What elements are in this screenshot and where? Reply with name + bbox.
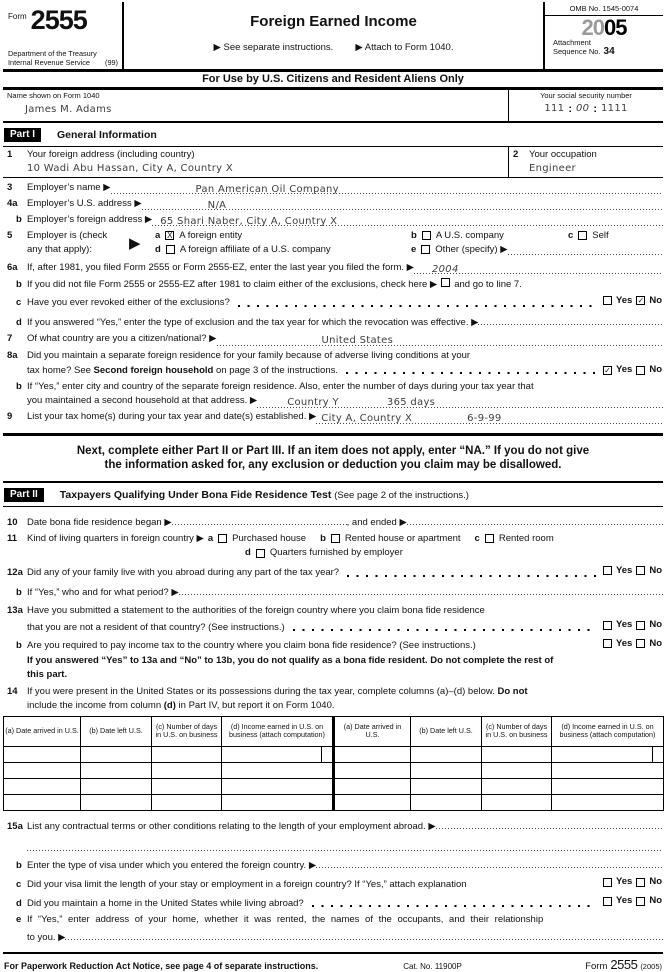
line-4a <box>3 198 663 211</box>
us-home-address-field[interactable] <box>65 928 663 940</box>
line-9 <box>3 411 663 424</box>
employer-foreign-address-value: 65 Shari Naber, City A, Country X <box>160 215 338 227</box>
line15a-label: List any contractual terms or other conditions relating to the length of your employment abroad. ▶ <box>27 820 436 832</box>
line-14 <box>3 686 663 699</box>
line-15d <box>3 895 663 910</box>
line-6c <box>3 295 663 310</box>
agency-line2: Internal Revenue Service <box>8 57 90 67</box>
col-a-header: (a) Date arrived in U.S. <box>334 716 411 746</box>
line-4b <box>3 214 663 227</box>
self-checkbox[interactable] <box>578 231 587 240</box>
line8a-label1: Did you maintain a separate foreign residence for your family because of adverse living conditions at your <box>27 349 471 361</box>
statement-submitted-no-checkbox[interactable] <box>636 621 645 630</box>
line-8b-cont <box>27 395 663 408</box>
line-14-cont <box>27 700 663 713</box>
line8b-number: b <box>16 381 22 392</box>
no-label: No <box>649 294 662 306</box>
line5b-letter: b <box>411 230 417 241</box>
line5a-letter: a <box>155 230 161 241</box>
attach-note: ▶ Attach to Form 1040. <box>355 42 454 53</box>
foreign-address-value: 10 Wadi Abu Hassan, City A, Country X <box>27 163 234 174</box>
ssn-part1: 111 <box>544 103 565 114</box>
table-cell[interactable] <box>222 762 334 778</box>
catalog-number: Cat. No. 11900P <box>403 961 462 971</box>
line15a-number: 15a <box>7 820 23 832</box>
last-year-filed-field[interactable] <box>414 262 663 274</box>
form-number-block <box>3 2 124 69</box>
line-12a <box>3 565 663 580</box>
required-income-tax-no-checkbox[interactable] <box>636 639 645 648</box>
table-cell[interactable] <box>552 762 664 778</box>
line1-number: 1 <box>7 149 13 160</box>
line5-label2: any that apply): <box>27 244 92 255</box>
agency-line1: Department of the Treasury <box>8 49 97 58</box>
line6c-label: Have you ever revoked either of the exclusions? <box>27 297 230 309</box>
ssn-label: Your social security number <box>540 91 632 100</box>
dot-leaders <box>347 575 597 577</box>
table-cell[interactable] <box>4 762 81 778</box>
table-cell[interactable] <box>4 794 81 810</box>
paperwork-notice: For Paperwork Reduction Act Notice, see page 4 of separate instructions. <box>4 960 319 971</box>
tax-year <box>545 17 663 39</box>
col-d-header: (d) Income earned in U.S. on business (attach computation) <box>552 716 664 746</box>
part1-badge: Part I <box>4 128 41 142</box>
visa-type-field[interactable] <box>316 856 663 868</box>
rented-room-checkbox[interactable] <box>485 534 494 543</box>
x-mark: X <box>167 231 173 240</box>
table-cell[interactable] <box>222 746 334 762</box>
line11-number: 11 <box>7 532 18 544</box>
yes-label: Yes <box>615 895 633 906</box>
ssn-part2: 00 <box>576 103 590 114</box>
agency-block <box>8 50 118 67</box>
footer-form-year: (2005) <box>640 961 662 971</box>
table-cell[interactable] <box>411 778 482 794</box>
line11c-label: Rented room <box>498 532 554 544</box>
line2-number: 2 <box>513 149 519 160</box>
attachment-label: Attachment <box>553 38 591 47</box>
revocation-type-field[interactable] <box>478 313 663 325</box>
form-footer <box>3 952 663 972</box>
line15b-label: Enter the type of visa under which you entered the foreign country. ▶ <box>27 860 317 872</box>
ssn-part3: 1111 <box>601 103 628 114</box>
line15c-number: c <box>16 879 22 890</box>
who-and-period-field[interactable] <box>179 583 663 595</box>
citizen-country-value: United States <box>321 335 394 347</box>
ssn-separator: : <box>593 103 597 115</box>
table-cell[interactable] <box>81 762 152 778</box>
line4a-number: 4a <box>7 197 18 209</box>
table-cell[interactable] <box>411 794 482 810</box>
line6b-label: If you did not file Form 2555 or 2555-EZ after 1981 to claim either of the exclusions, check here ▶ <box>27 278 438 290</box>
line8a-label2c: on page 3 of the instructions. <box>213 364 338 376</box>
part2-badge: Part II <box>4 488 44 502</box>
line5-label1: Employer is (check <box>27 230 108 241</box>
line4b-number: b <box>16 213 22 225</box>
footer-form-number: 2555 <box>610 956 638 972</box>
line6b-label2: and go to line 7. <box>454 278 522 290</box>
line13-note2: this part. <box>27 668 68 680</box>
line11a-letter: a <box>207 532 214 544</box>
line6a-label: If, after 1981, you filed Form 2555 or Form 2555-EZ, enter the last year you filed the form. ▶ <box>27 261 414 273</box>
us-presence-table <box>3 716 664 811</box>
sequence-number: 34 <box>603 45 615 57</box>
line5d-letter: d <box>155 244 161 255</box>
table-cell[interactable] <box>482 794 552 810</box>
line-15e <box>3 914 663 927</box>
table-cell[interactable] <box>552 794 664 810</box>
foreign-affiliate-checkbox[interactable] <box>166 245 175 254</box>
tax-home-value: City A, Country X <box>321 413 413 424</box>
line4b-label: Employer’s foreign address ▶ <box>27 213 153 225</box>
employer-name-value: Pan American Oil Company <box>195 183 339 195</box>
dot-leaders <box>312 905 597 907</box>
line13b-label: Are you required to pay income tax to the country where you claim bona fide residence? (See instructions.) <box>27 640 476 652</box>
section-divider <box>3 433 663 436</box>
line3-number: 3 <box>7 181 13 193</box>
table-cell[interactable] <box>4 778 81 794</box>
contract-terms-field2[interactable] <box>27 839 663 851</box>
table-cell[interactable] <box>334 778 411 794</box>
purchased-house-checkbox[interactable] <box>218 534 227 543</box>
line-12b <box>3 583 663 600</box>
occupation-field[interactable] <box>508 147 663 177</box>
line8b-label1: If “Yes,” enter city and country of the separate foreign residence. Also, enter the number of days during your tax year that <box>27 381 534 392</box>
line-15e-cont <box>27 928 663 945</box>
part1-title: General Information <box>57 129 157 141</box>
other-specify-field[interactable] <box>508 244 663 255</box>
part2-note: (See page 2 of the instructions.) <box>334 489 469 501</box>
line12a-number: 12a <box>7 567 23 579</box>
tax-home-field[interactable] <box>316 412 663 424</box>
table-header-row <box>4 716 664 746</box>
table-cell[interactable] <box>552 746 664 762</box>
dot-leaders <box>346 372 597 374</box>
line13a-number: 13a <box>7 604 23 616</box>
table-cell[interactable] <box>81 746 152 762</box>
table-cell[interactable] <box>152 794 222 810</box>
line-11 <box>3 533 663 546</box>
form-number: 2555 <box>30 5 87 35</box>
line-11d <box>3 547 663 560</box>
line8a-number: 8a <box>7 349 18 361</box>
line-13a-cont <box>27 619 663 634</box>
na-notice <box>3 444 663 473</box>
second-household-field[interactable] <box>257 396 663 408</box>
table-cell[interactable] <box>152 746 222 762</box>
omb-number: OMB No. 1545-0074 <box>545 2 663 16</box>
table-cell[interactable] <box>334 746 411 762</box>
line13b-number: b <box>16 640 22 652</box>
line-6d <box>3 313 663 330</box>
line15d-number: d <box>16 897 22 909</box>
table-cell[interactable] <box>411 746 482 762</box>
line5e-letter: e <box>411 244 417 255</box>
us-home-yes-checkbox[interactable] <box>603 897 612 906</box>
second-household-city-value: Country Y <box>287 397 339 408</box>
residence-ended-field[interactable] <box>407 513 663 525</box>
table-cell[interactable] <box>222 794 334 810</box>
line8a-label2-bold: Second foreign household <box>93 364 214 376</box>
line-15a <box>3 817 663 834</box>
line11a-label: Purchased house <box>232 532 307 544</box>
did-not-file-checkbox[interactable] <box>441 278 450 287</box>
part2-title: Taxpayers Qualifying Under Bona Fide Residence Test (See page 2 of the instructions.) <box>59 488 469 501</box>
family-abroad-no-checkbox[interactable] <box>636 566 645 575</box>
family-abroad-yes-checkbox[interactable] <box>603 566 612 575</box>
line6d-number: d <box>16 317 22 329</box>
line5-number: 5 <box>7 230 13 241</box>
second-household-days-value: 365 days <box>386 397 436 408</box>
line9-label: List your tax home(s) during your tax year and date(s) established. ▶ <box>27 411 317 422</box>
line11c-letter: c <box>474 532 480 544</box>
ssn-field[interactable] <box>508 90 663 121</box>
line10-number: 10 <box>7 516 18 528</box>
line13-note1: If you answered “Yes” to 13a and “No” to 13b, you do not qualify as a bona fide resident. Do not complete the rest of <box>27 655 554 667</box>
line5a-label: A foreign entity <box>179 230 243 241</box>
table-cell[interactable] <box>334 794 411 810</box>
form-header <box>3 2 663 72</box>
line7-label: Of what country are you a citizen/national? ▶ <box>27 333 217 345</box>
line-7 <box>3 333 663 346</box>
other-checkbox[interactable] <box>421 245 430 254</box>
table-cell[interactable] <box>411 762 482 778</box>
no-label: No <box>649 618 662 630</box>
footer-form-id <box>585 957 662 972</box>
no-label: No <box>649 895 662 906</box>
part1-band <box>3 123 663 147</box>
line3-label: Employer’s name ▶ <box>27 181 111 193</box>
rented-house-checkbox[interactable] <box>331 534 340 543</box>
yes-label: Yes <box>615 876 633 888</box>
line6c-number: c <box>16 297 22 309</box>
foreign-address-field[interactable] <box>3 147 508 177</box>
foreign-entity-checkbox[interactable] <box>165 231 174 240</box>
line4a-label: Employer’s U.S. address ▶ <box>27 197 142 209</box>
col-c-header: (c) Number of days in U.S. on business <box>482 716 552 746</box>
line15e-label1: If “Yes,” enter address of your home, whether it was rented, the names of the occupants, and their relationship <box>27 913 544 925</box>
quarters-furnished-checkbox[interactable] <box>256 549 265 558</box>
line11b-label: Rented house or apartment <box>344 532 461 544</box>
line15d-label: Did you maintain a home in the United States while living abroad? <box>27 897 304 909</box>
line5d-label: A foreign affiliate of a U.S. company <box>179 244 331 255</box>
required-income-tax-yes-checkbox[interactable] <box>603 639 612 648</box>
line12b-label: If “Yes,” who and for what period? ▶ <box>27 587 179 599</box>
line15c-label: Did your visa limit the length of your stay or employment in a foreign country? If “Yes,” attach explanation <box>27 879 467 890</box>
table-cell[interactable] <box>482 762 552 778</box>
line14-label1: If you were present in the United States or its possessions during the tax year, complete columns (a)–(d) below. <box>27 686 495 698</box>
name-label: Name shown on Form 1040 <box>7 91 100 100</box>
table-cell[interactable] <box>552 778 664 794</box>
form-word: Form <box>8 12 27 21</box>
line5c-label: Self <box>592 230 609 241</box>
line-6a <box>3 262 663 275</box>
line-6b <box>3 278 663 292</box>
yes-label: Yes <box>615 294 633 306</box>
residence-began-field[interactable] <box>172 513 347 525</box>
employer-foreign-address-field[interactable] <box>152 214 663 226</box>
table-row <box>4 746 664 762</box>
line10-label2: , and ended ▶ <box>346 516 407 528</box>
ssn-separator: : <box>568 103 572 115</box>
dot-leaders <box>293 629 597 631</box>
line1-label: Your foreign address (including country) <box>27 149 195 160</box>
contract-terms-field[interactable] <box>436 817 663 829</box>
no-label: No <box>649 564 662 576</box>
line-15b <box>3 856 663 873</box>
table-cell[interactable] <box>4 746 81 762</box>
tax-home-date-value: 6-9-99 <box>467 413 502 424</box>
visa-limit-yes-checkbox[interactable] <box>603 878 612 887</box>
ssn-value <box>509 103 663 115</box>
line14-label2a: include the income from column <box>27 700 164 712</box>
col-b-header: (b) Date left U.S. <box>411 716 482 746</box>
last-year-filed-value: 2004 <box>431 263 459 275</box>
dot-leaders <box>238 305 597 307</box>
agency-code: (99) <box>105 57 118 67</box>
line15e-number: e <box>16 913 22 925</box>
table-cell[interactable] <box>81 778 152 794</box>
table-cell[interactable] <box>152 762 222 778</box>
line14-label2c: in Part IV, but report it on Form 1040. <box>175 700 335 712</box>
col-b-header: (b) Date left U.S. <box>81 716 152 746</box>
tax-year-prefix: 20 <box>581 15 604 40</box>
check-mark: ✓ <box>604 365 611 375</box>
line14-number: 14 <box>7 686 18 698</box>
footer-form-word: Form <box>585 960 608 972</box>
line14-label2-bold: (d) <box>163 700 176 712</box>
table-row <box>4 762 664 778</box>
line-13a <box>3 605 663 618</box>
use-bar: For Use by U.S. Citizens and Resident Aliens Only <box>3 72 663 90</box>
line10-label1: Date bona fide residence began ▶ <box>27 516 172 528</box>
yes-label: Yes <box>615 637 633 649</box>
employer-name-field[interactable] <box>111 182 663 194</box>
line11d-label: Quarters furnished by employer <box>269 547 403 558</box>
col-c-header: (c) Number of days in U.S. on business <box>152 716 222 746</box>
check-mark: ✓ <box>637 296 645 306</box>
line-8b <box>3 381 663 394</box>
line7-number: 7 <box>7 333 13 345</box>
sequence-label: Sequence No. <box>553 46 601 56</box>
line11b-letter: b <box>320 532 326 544</box>
na-notice-line2: the information asked for, any exclusion or deduction you claim may be disallowed. <box>104 459 562 471</box>
line-15a-cont <box>27 839 663 851</box>
no-label: No <box>649 637 662 649</box>
revoked-no-checkbox[interactable] <box>636 296 645 305</box>
table-cell[interactable] <box>334 762 411 778</box>
line2-label: Your occupation <box>529 149 597 160</box>
table-row <box>4 794 664 810</box>
no-label: No <box>649 363 662 375</box>
employer-us-address-value: N/A <box>207 199 227 211</box>
line12b-number: b <box>16 587 22 599</box>
tax-year-suffix: 05 <box>604 15 627 40</box>
line13a-label1: Have you submitted a statement to the authorities of the foreign country where you claim bona fide residence <box>27 604 485 616</box>
see-instructions-note: ▶ See separate instructions. <box>213 42 334 53</box>
us-home-no-checkbox[interactable] <box>636 897 645 906</box>
us-company-checkbox[interactable] <box>422 231 431 240</box>
statement-submitted-yes-checkbox[interactable] <box>603 621 612 630</box>
line-15c <box>3 876 663 891</box>
line-8a <box>3 350 663 363</box>
name-field[interactable] <box>3 90 508 121</box>
form-title-block <box>124 2 543 69</box>
line9-number: 9 <box>7 411 13 422</box>
line13a-label2: that you are not a resident of that country? (See instructions.) <box>27 621 285 633</box>
line5-big-arrow-icon: ▶ <box>129 235 141 252</box>
line-8a-cont <box>27 364 663 377</box>
line15e-label2: to you. ▶ <box>27 932 66 944</box>
line11d-letter: d <box>245 547 251 558</box>
citizen-country-field[interactable] <box>217 334 664 346</box>
revoked-yes-checkbox[interactable] <box>603 296 612 305</box>
line5c-letter: c <box>568 230 574 241</box>
separate-residence-yes-checkbox[interactable] <box>603 366 612 375</box>
occupation-value: Engineer <box>529 163 576 174</box>
line6a-number: 6a <box>7 261 18 273</box>
line5b-label: A U.S. company <box>435 230 504 241</box>
table-cell[interactable] <box>152 778 222 794</box>
line8a-label2a: tax home? See <box>27 364 94 376</box>
line-13b <box>3 638 663 653</box>
col-d-header: (d) Income earned in U.S. on business (attach computation) <box>222 716 334 746</box>
col-a-header: (a) Date arrived in U.S. <box>4 716 81 746</box>
table-cell[interactable] <box>482 746 552 762</box>
table-row <box>4 778 664 794</box>
line8b-label2: you maintained a second household at that address. ▶ <box>27 395 258 406</box>
employer-us-address-field[interactable] <box>142 198 663 210</box>
separate-residence-no-checkbox[interactable] <box>636 366 645 375</box>
line6b-number: b <box>16 278 22 290</box>
line6d-label: If you answered “Yes,” enter the type of exclusion and the tax year for which the revocation was effective. ▶ <box>27 317 479 329</box>
table-cell[interactable] <box>482 778 552 794</box>
form-title: Foreign Earned Income <box>250 13 417 30</box>
visa-limit-no-checkbox[interactable] <box>636 878 645 887</box>
line15b-number: b <box>16 860 22 872</box>
line12a-label: Did any of your family live with you abroad during any part of the tax year? <box>27 567 340 579</box>
table-cell[interactable] <box>81 794 152 810</box>
yes-label: Yes <box>615 363 633 375</box>
part2-band <box>3 483 663 507</box>
line14-label1-bold: Do not <box>497 686 528 698</box>
line-5 <box>3 230 663 258</box>
line-3 <box>3 182 663 195</box>
yes-label: Yes <box>615 564 633 576</box>
name-value: James M. Adams <box>25 104 112 115</box>
table-cell[interactable] <box>222 778 334 794</box>
yes-label: Yes <box>615 618 633 630</box>
line11-label: Kind of living quarters in foreign country ▶ <box>27 532 204 544</box>
line-10 <box>3 513 663 530</box>
no-label: No <box>649 876 662 888</box>
na-notice-line1: Next, complete either Part II or Part III. If an item does not apply, enter “NA.” If you do not give <box>76 444 590 457</box>
omb-block <box>543 2 663 69</box>
line5e-label: Other (specify) ▶ <box>435 244 508 255</box>
